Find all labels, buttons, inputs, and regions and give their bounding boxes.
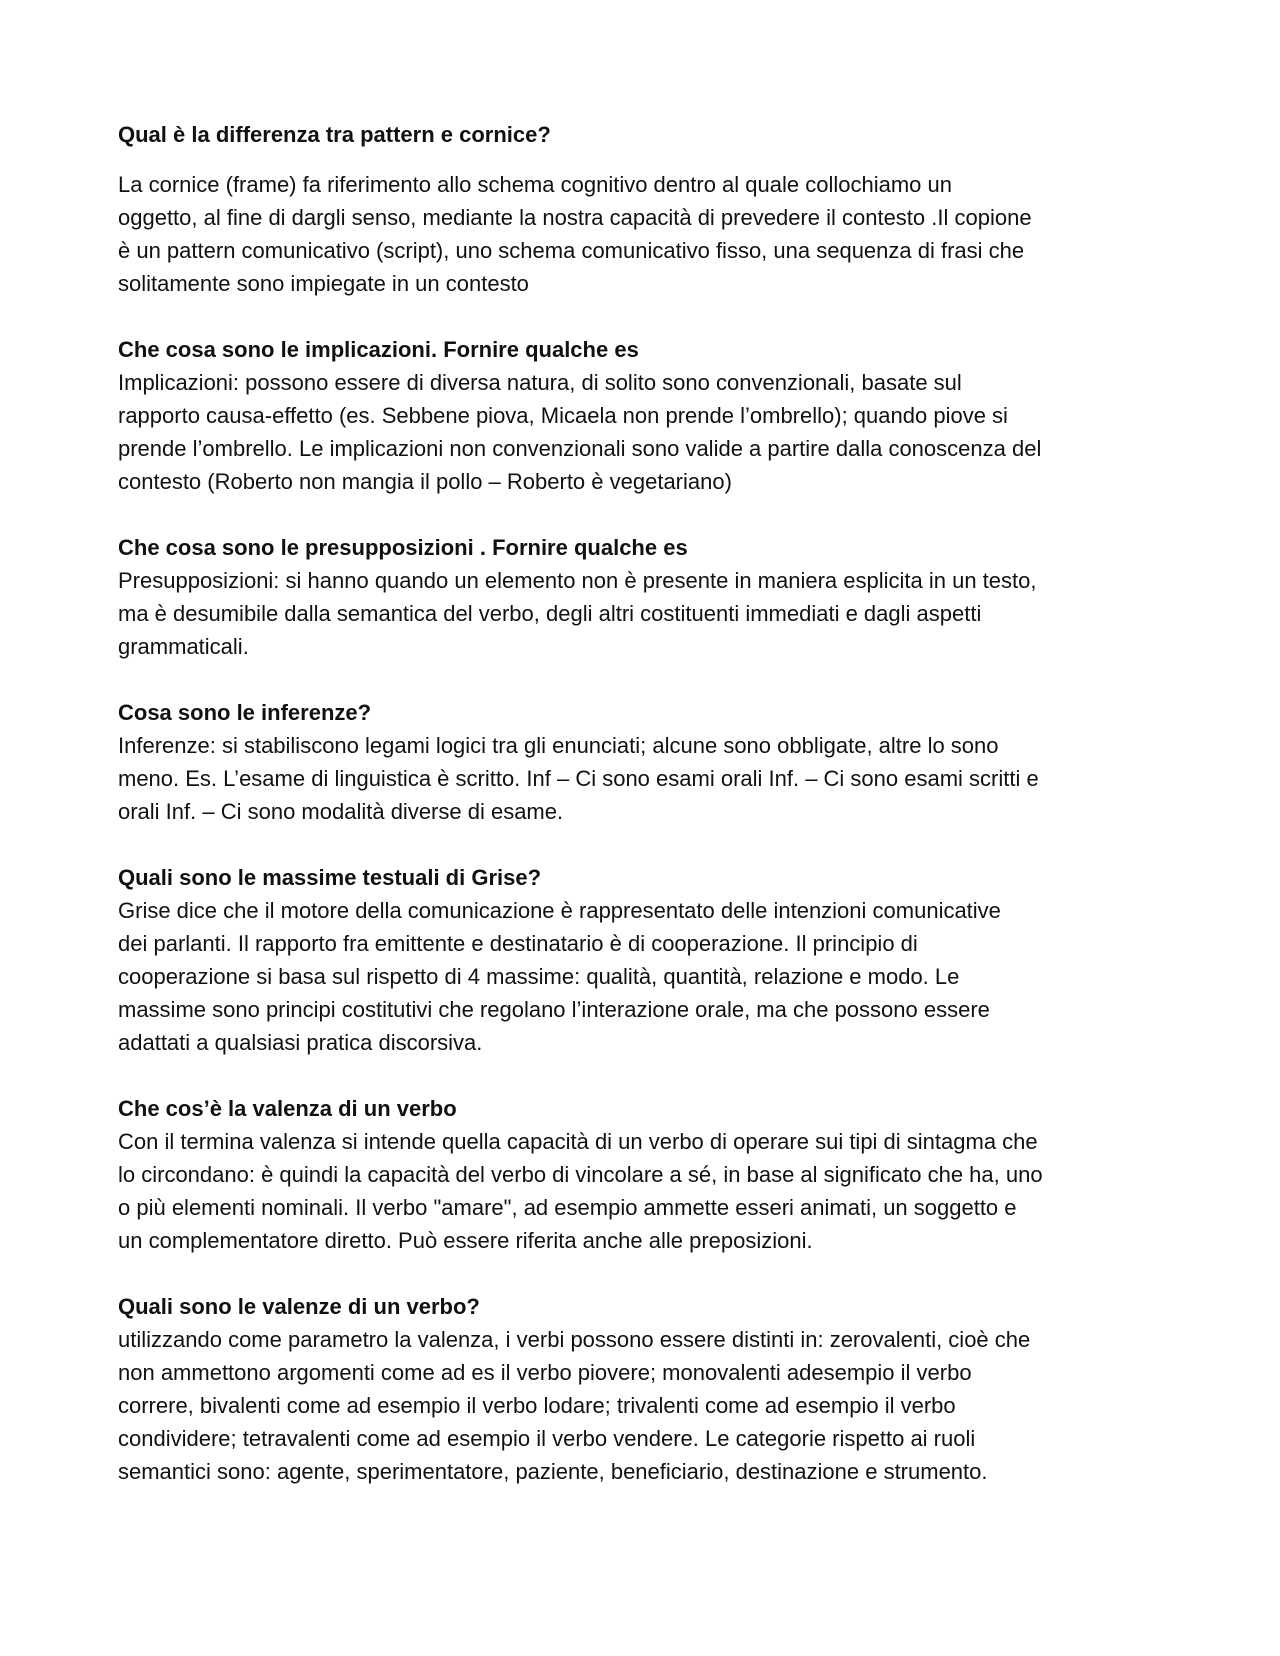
answer-paragraph: La cornice (frame) fa riferimento allo schema cognitivo dentro al quale collochiamo un oggetto, al fine di dargli senso, mediante la nostra capacità di prevedere il contesto .Il copione è un pattern comunicativo (script), uno schema comunicativo fisso, una sequenza di frasi che solitamente sono impiegate in un contesto bbox=[118, 172, 1032, 296]
answer-paragraph: Con il termina valenza si intende quella capacità di un verbo di operare sui tipi di sintagma che lo circondano: è quindi la capacità del verbo di vincolare a sé, in base al significato che ha, uno o più elementi nominali. Il verbo "amare", ad esempio ammette esseri animati, un soggetto e un complementatore diretto. Può essere riferita anche alle preposizioni. bbox=[118, 1129, 1043, 1253]
qa-section-frame-vs-pattern bbox=[118, 118, 1178, 300]
qa-section-presupposizioni bbox=[118, 531, 1178, 663]
qa-section-massime-grise bbox=[118, 861, 1178, 1059]
answer-paragraph: Implicazioni: possono essere di diversa natura, di solito sono convenzionali, basate sul rapporto causa-effetto (es. Sebbene piova, Micaela non prende l’ombrello); quando piove si prende l’ombrello. Le implicazioni non convenzionali sono valide a partire dalla conoscenza del contesto (Roberto non mangia il pollo – Roberto è vegetariano) bbox=[118, 370, 1042, 494]
question-heading: Qual è la differenza tra pattern e cornice? bbox=[118, 122, 551, 147]
question-heading: Che cosa sono le presupposizioni . Fornire qualche es bbox=[118, 535, 688, 560]
qa-section-inferenze bbox=[118, 696, 1178, 828]
question-heading: Quali sono le valenze di un verbo? bbox=[118, 1294, 480, 1319]
question-heading: Che cosa sono le implicazioni. Fornire qualche es bbox=[118, 337, 639, 362]
answer-paragraph: Grise dice che il motore della comunicazione è rappresentato delle intenzioni comunicative dei parlanti. Il rapporto fra emittente e destinatario è di cooperazione. Il principio di cooperazione si basa sul rispetto di 4 massime: qualità, quantità, relazione e modo. Le massime sono principi costitutivi che regolano l’interazione orale, ma che possono essere adattati a qualsiasi pratica discorsiva. bbox=[118, 898, 1001, 1055]
qa-section-implicazioni bbox=[118, 333, 1178, 498]
spacer bbox=[118, 151, 1178, 168]
document-page bbox=[118, 118, 1178, 1521]
answer-paragraph: Presupposizioni: si hanno quando un elemento non è presente in maniera esplicita in un testo, ma è desumibile dalla semantica del verbo, degli altri costituenti immediati e dagli aspetti grammaticali. bbox=[118, 568, 1037, 659]
question-heading: Quali sono le massime testuali di Grise? bbox=[118, 865, 542, 890]
qa-section-valenze-verbo bbox=[118, 1290, 1178, 1488]
question-heading: Cosa sono le inferenze? bbox=[118, 700, 372, 725]
question-heading: Che cos’è la valenza di un verbo bbox=[118, 1096, 457, 1121]
qa-section-valenza-verbo bbox=[118, 1092, 1178, 1257]
answer-paragraph: Inferenze: si stabiliscono legami logici tra gli enunciati; alcune sono obbligate, altre lo sono meno. Es. L’esame di linguistica è scritto. Inf – Ci sono esami orali Inf. – Ci sono esami scritti e orali Inf. – Ci sono modalità diverse di esame. bbox=[118, 733, 1039, 824]
answer-paragraph: utilizzando come parametro la valenza, i verbi possono essere distinti in: zerovalenti, cioè che non ammettono argomenti come ad es il verbo piovere; monovalenti adesempio il verbo correre, bivalenti come ad esempio il verbo lodare; trivalenti come ad esempio il verbo condividere; tetravalenti come ad esempio il verbo vendere. Le categorie rispetto ai ruoli semantici sono: agente, sperimentatore, paziente, beneficiario, destinazione e strumento. bbox=[118, 1327, 1031, 1484]
